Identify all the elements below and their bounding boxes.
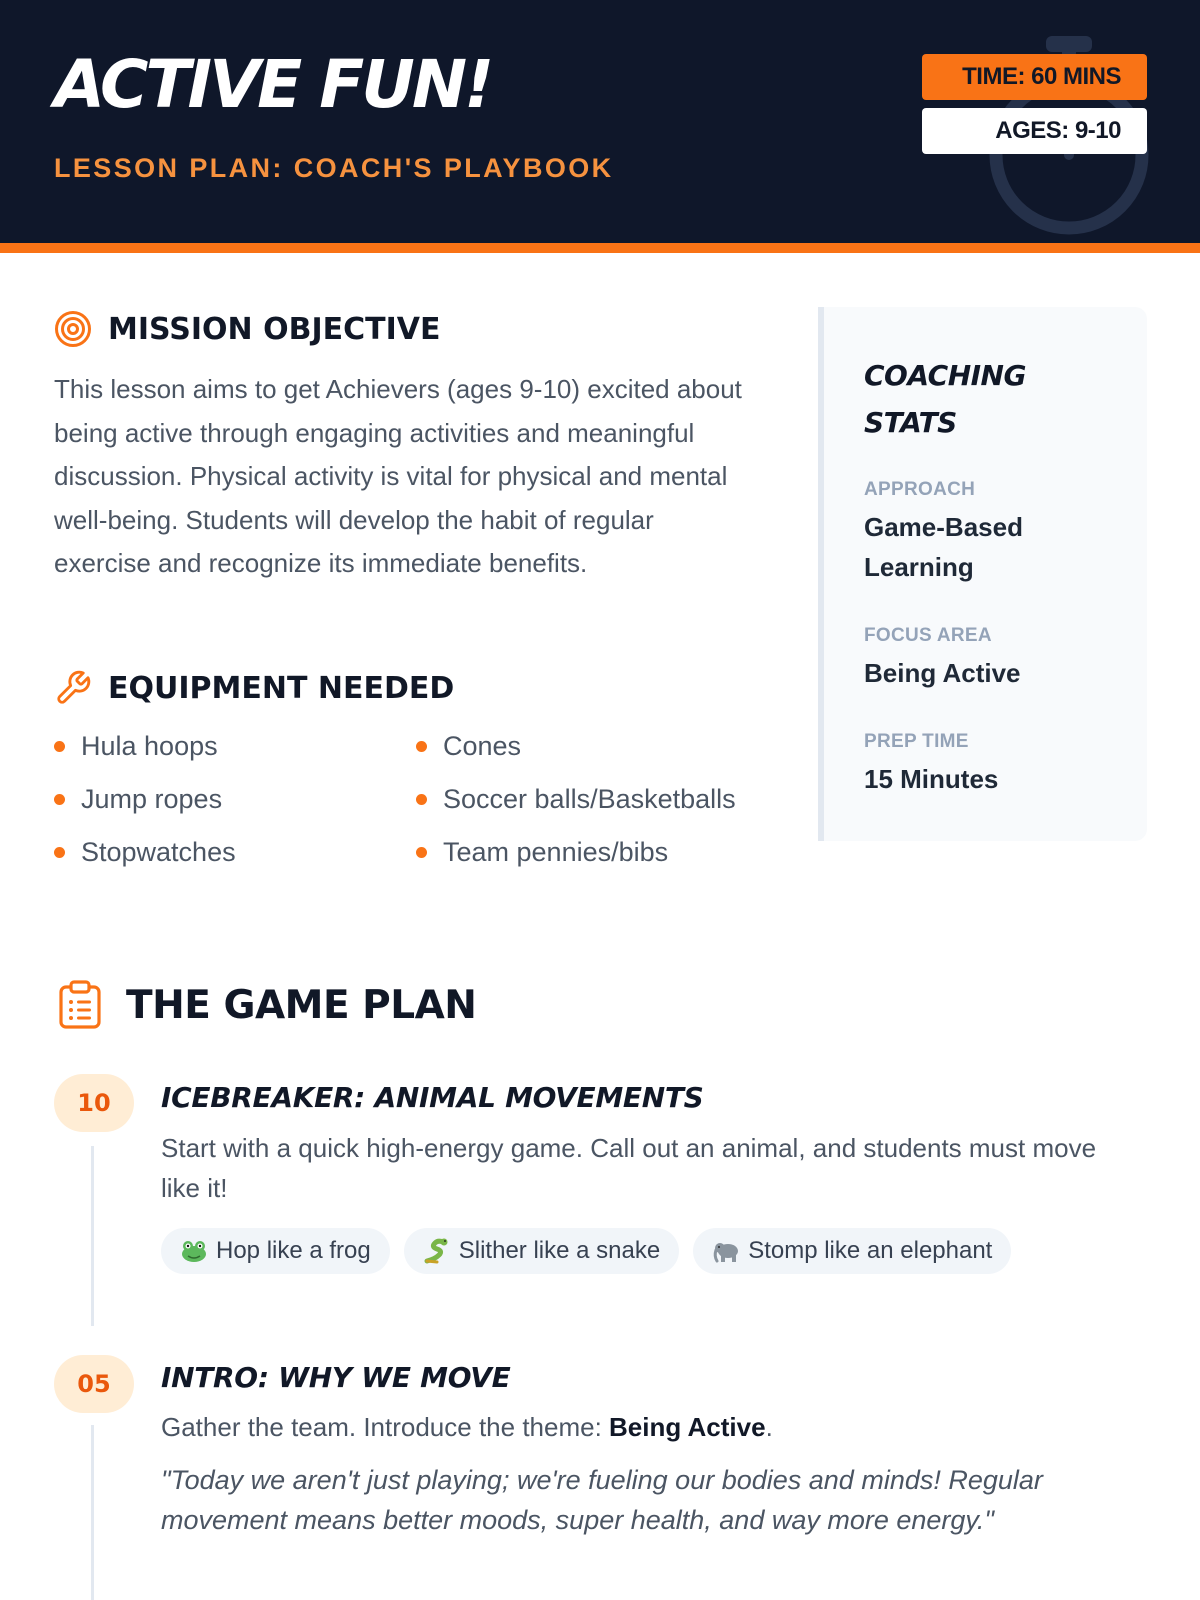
- step-description: [161, 1407, 1121, 1447]
- equipment-item-label: Stopwatches: [81, 836, 236, 867]
- equipment-item-label: Hula hoops: [81, 730, 218, 761]
- equipment-item-label: Jump ropes: [81, 783, 223, 814]
- list-item: [54, 726, 416, 766]
- header-banner: [0, 0, 1200, 243]
- stat-label-focus-area: FOCUS AREA: [864, 625, 992, 646]
- snake-icon: [423, 1237, 451, 1265]
- equipment-item-label: Team pennies/bibs: [443, 836, 669, 867]
- animal-chips: [161, 1228, 1011, 1274]
- coach-quote: "Today we aren't just playing; we're fueling our bodies and minds! Regular movement means better moods, super health, and way more energy.": [161, 1465, 1043, 1535]
- bullet-icon: [54, 847, 65, 858]
- frog-icon: [180, 1237, 208, 1265]
- timeline-connector: [91, 1425, 94, 1600]
- step-duration-badge: 05: [54, 1355, 134, 1413]
- list-item: [416, 726, 774, 766]
- timeline-connector: [91, 1146, 94, 1326]
- target-icon: [54, 310, 92, 348]
- step-title: INTRO: WHY WE MOVE: [161, 1361, 511, 1394]
- mission-heading-label: MISSION OBJECTIVE: [108, 311, 441, 347]
- step-text-lead: Gather the team. Introduce the theme:: [161, 1412, 610, 1442]
- chip-label: Slither like a snake: [458, 1237, 661, 1264]
- ages-badge: AGES: 9-10: [922, 108, 1147, 154]
- step-text-emphasis: Being Active: [609, 1412, 766, 1442]
- page-subtitle: LESSON PLAN: COACH'S PLAYBOOK: [54, 153, 614, 183]
- bullet-icon: [416, 741, 427, 752]
- chip-elephant: [693, 1228, 1011, 1274]
- game-plan-heading: [58, 980, 476, 1030]
- list-item: [416, 832, 774, 872]
- equipment-heading-label: EQUIPMENT NEEDED: [108, 670, 455, 706]
- chip-label: Stomp like an elephant: [748, 1237, 993, 1264]
- step-title: ICEBREAKER: ANIMAL MOVEMENTS: [161, 1081, 704, 1114]
- stat-value-approach: Game-Based Learning: [864, 512, 1023, 582]
- wrench-icon: [54, 669, 92, 707]
- game-plan-heading-label: THE GAME PLAN: [126, 982, 477, 1028]
- elephant-icon: [712, 1237, 740, 1265]
- mission-text: This lesson aims to get Achievers (ages 9-10) excited about being active through engaging activities and meaningful discussion. Physical activity is vital for physical and mental well-being. Students will develop the habit of regular exercise and recognize its immediate benefits.: [54, 374, 742, 578]
- step-duration-badge: 10: [54, 1074, 134, 1132]
- mission-heading: [54, 310, 440, 348]
- time-badge: TIME: 60 MINS: [922, 54, 1147, 100]
- stat-value-focus-area: Being Active: [864, 658, 1021, 688]
- page-title: ACTIVE FUN!: [54, 46, 492, 123]
- coaching-stats-title: COACHING STATS: [864, 359, 1026, 439]
- bullet-icon: [416, 847, 427, 858]
- chip-snake: [404, 1228, 679, 1274]
- list-item: [54, 832, 416, 872]
- chip-frog: [161, 1228, 390, 1274]
- header-accent-stripe: [0, 243, 1200, 253]
- coaching-stats-panel: [818, 307, 1147, 841]
- equipment-heading: [54, 669, 454, 707]
- bullet-icon: [54, 741, 65, 752]
- equipment-list: [54, 726, 774, 872]
- chip-label: Hop like a frog: [216, 1237, 371, 1264]
- stat-label-approach: APPROACH: [864, 479, 976, 500]
- equipment-item-label: Cones: [443, 730, 522, 761]
- clipboard-icon: [58, 980, 102, 1030]
- bullet-icon: [54, 794, 65, 805]
- equipment-item-label: Soccer balls/Basketballs: [443, 783, 736, 814]
- list-item: [416, 779, 774, 819]
- bullet-icon: [416, 794, 427, 805]
- step-text-end: .: [765, 1412, 773, 1442]
- stat-label-prep-time: PREP TIME: [864, 731, 969, 752]
- list-item: [54, 779, 416, 819]
- stat-value-prep-time: 15 Minutes: [864, 764, 999, 794]
- step-description: Start with a quick high-energy game. Call out an animal, and students must move like it!: [161, 1133, 1097, 1203]
